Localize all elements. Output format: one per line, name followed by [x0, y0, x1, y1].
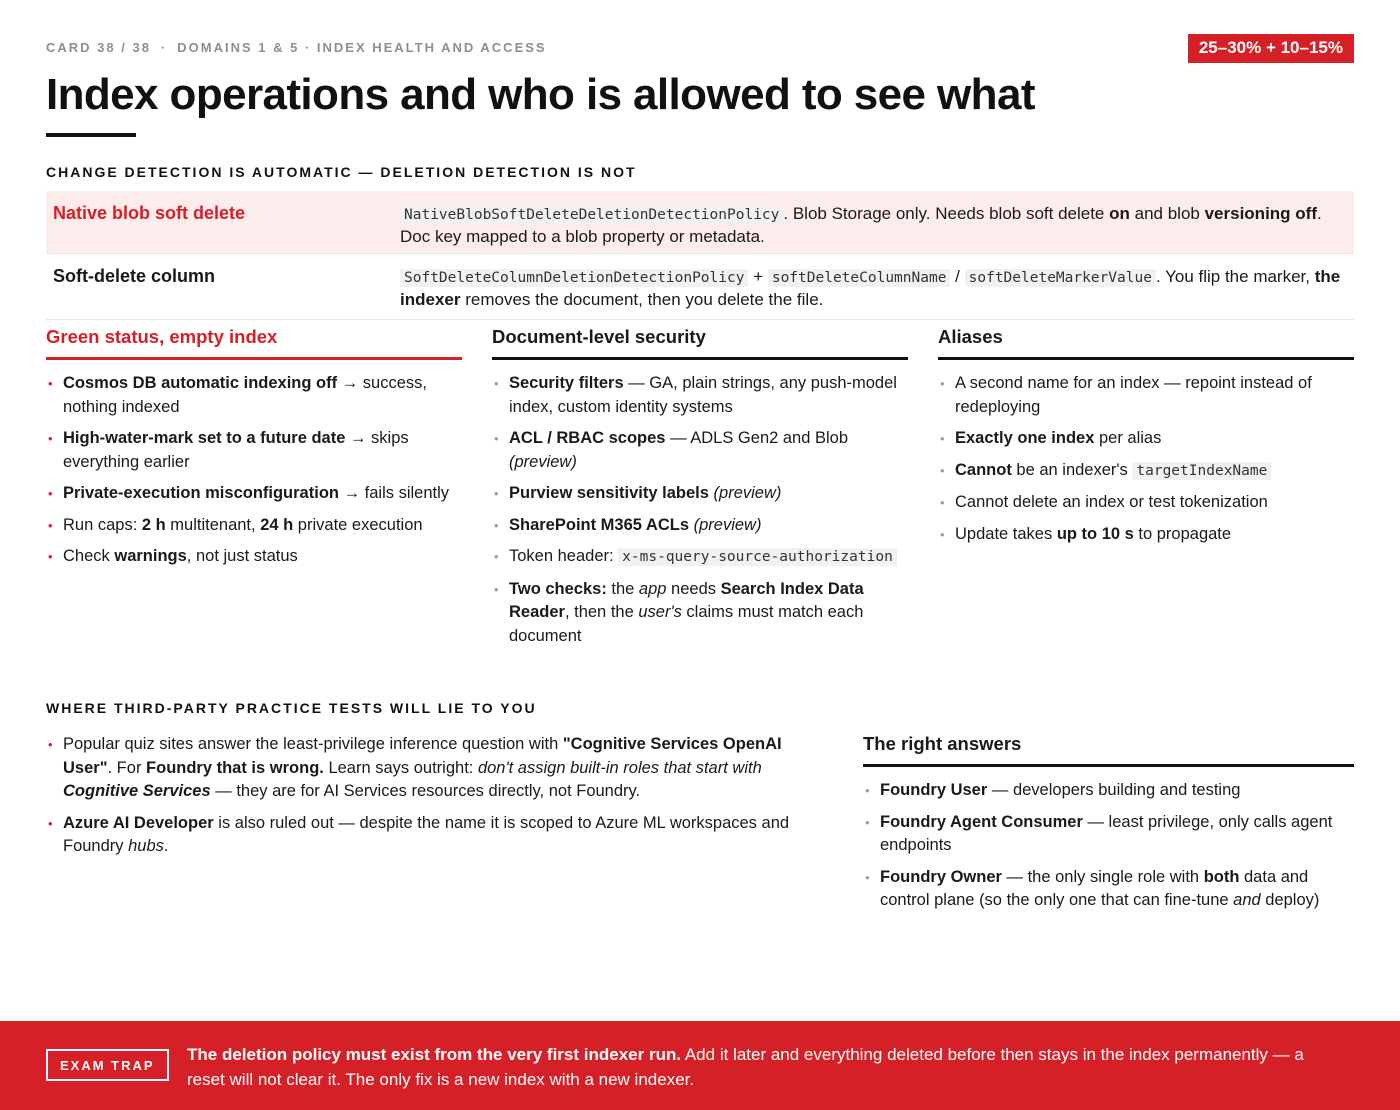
card-number: CARD 38 / 38 — [46, 40, 151, 55]
list-item — [863, 811, 1354, 858]
text: + — [748, 267, 768, 286]
bold-text: up to 10 s — [1056, 524, 1134, 543]
list-item — [46, 514, 462, 538]
text: — the only single role with — [1001, 867, 1204, 886]
aliases-list — [938, 372, 1354, 546]
italic-text: hubs — [128, 837, 164, 855]
text: → success, nothing indexed — [63, 374, 427, 416]
card-domains: DOMAINS 1 & 5 · INDEX HEALTH AND ACCESS — [177, 40, 547, 55]
text: Check — [63, 547, 115, 565]
list-item — [938, 523, 1354, 547]
policy-description — [400, 191, 1354, 253]
card-meta — [46, 40, 547, 55]
table-row — [46, 191, 1354, 254]
text: — developers building and testing — [987, 781, 1241, 799]
bold-text: Purview sensitivity labels — [509, 484, 709, 502]
text: Run caps: — [63, 515, 142, 534]
text: → skips everything earlier — [63, 429, 409, 471]
document-security-column — [492, 326, 908, 656]
list-item — [46, 812, 801, 859]
bold-text: ACL / RBAC scopes — [509, 429, 666, 447]
policy-code: NativeBlobSoftDeleteDeletionDetectionPolicy — [400, 206, 783, 224]
list-item — [492, 514, 908, 538]
aliases-column — [938, 326, 1354, 554]
page-title: Index operations and who is allowed to see what — [46, 70, 1035, 119]
list-item — [46, 482, 462, 506]
column-heading: Green status, empty index — [46, 326, 462, 360]
list-item — [46, 545, 462, 569]
list-item — [863, 779, 1354, 803]
italic-text: (preview) — [693, 515, 762, 534]
third-party-list — [46, 733, 801, 859]
bold-text: Two checks: — [509, 579, 607, 598]
italic-text: don't assign built-in roles that start with — [477, 758, 762, 777]
bold-text: High-water-mark set to a future date — [63, 429, 346, 447]
text: / — [950, 267, 965, 286]
text: and blob — [1129, 204, 1205, 223]
exam-trap-text — [187, 1042, 1344, 1092]
text: → fails silently — [338, 484, 450, 502]
bold-text: Search Index Data Reader — [509, 579, 864, 621]
text: . You flip the marker, — [1155, 267, 1315, 286]
bold-text: both — [1203, 867, 1240, 886]
list-item — [492, 545, 908, 570]
text: . Blob Storage only. Needs blob soft delete — [783, 204, 1110, 223]
text: , then the — [564, 603, 639, 621]
bold-text: versioning off — [1204, 204, 1317, 223]
bold-text: Cannot — [955, 460, 1012, 479]
text: deploy) — [1260, 891, 1320, 909]
text: be an indexer's — [1011, 460, 1133, 479]
list-item — [938, 459, 1354, 484]
text: A second name for an index — repoint instead of redeploying — [955, 374, 1312, 416]
column-name-code: softDeleteColumnName — [768, 269, 951, 287]
text: Popular quiz sites answer the least-privilege inference question with — [63, 735, 563, 753]
list-item — [46, 372, 462, 419]
token-header-code: x-ms-query-source-authorization — [618, 548, 897, 566]
green-status-list — [46, 372, 462, 569]
bold-text: Exactly one index — [955, 429, 1095, 447]
marker-value-code: softDeleteMarkerValue — [965, 269, 1156, 287]
text: per alias — [1094, 429, 1162, 447]
text: — GA, plain strings, any push-model index, custom identity systems — [509, 374, 897, 416]
column-heading: Document-level security — [492, 326, 908, 360]
bold-text: Foundry User — [880, 781, 988, 799]
text: removes the document, then you delete the file. — [460, 290, 824, 309]
third-party-section-label: WHERE THIRD-PARTY PRACTICE TESTS WILL LIE TO YOU — [46, 700, 537, 716]
list-item — [863, 866, 1354, 913]
bold-text: Foundry that is wrong. — [146, 758, 324, 777]
bold-text: "Cognitive Services OpenAI User" — [63, 735, 782, 777]
list-item — [938, 491, 1354, 515]
text: Add it later and everything deleted before then stays in the index permanently — a reset will not clear it. The only fix is a new index with a new indexer. — [187, 1045, 1304, 1089]
bold-text: The deletion policy must exist from the very first indexer run. — [187, 1045, 682, 1064]
bold-text: 24 h — [260, 515, 294, 534]
text: Update takes — [955, 524, 1057, 543]
green-status-column — [46, 326, 462, 577]
text: to propagate — [1133, 524, 1232, 543]
policy-name: Native blob soft delete — [53, 203, 246, 223]
bold-text: Security filters — [509, 374, 624, 392]
italic-text: app — [638, 579, 667, 598]
list-item — [46, 427, 462, 474]
text: , not just status — [186, 547, 298, 565]
bold-text: the indexer — [400, 267, 1341, 309]
bold-text: Foundry Owner — [880, 867, 1002, 886]
list-item — [938, 427, 1354, 451]
list-item — [492, 482, 908, 506]
italic-text: and — [1233, 891, 1261, 909]
column-heading: Aliases — [938, 326, 1354, 360]
bold-text: Private-execution misconfiguration — [63, 484, 339, 502]
table-row — [46, 254, 1354, 320]
text: Learn says outright: — [323, 758, 478, 777]
text: private execution — [293, 515, 423, 534]
text: multitenant, — [165, 515, 261, 534]
text: the — [606, 579, 639, 598]
text: — least privilege, only calls agent endpoints — [880, 812, 1333, 854]
bold-italic-text: Cognitive Services — [63, 782, 211, 800]
italic-text: (preview) — [509, 452, 577, 471]
meta-separator: · — [160, 40, 168, 55]
list-item — [492, 372, 908, 419]
right-answers-column — [863, 733, 1354, 921]
italic-text: user's — [638, 603, 682, 621]
text: Cannot delete an index or test tokenization — [955, 493, 1268, 511]
list-item — [46, 733, 801, 804]
bold-text: on — [1109, 204, 1130, 223]
right-answers-list — [863, 779, 1354, 913]
column-heading: The right answers — [863, 733, 1354, 767]
text: Token header: — [509, 547, 619, 565]
policy-name: Soft-delete column — [53, 266, 216, 286]
text: is also ruled out — despite the name it is scoped to Azure ML workspaces and Foundry — [63, 813, 790, 855]
text: — ADLS Gen2 and Blob — [665, 429, 849, 447]
bold-text: SharePoint M365 ACLs — [509, 515, 690, 534]
exam-trap-banner — [0, 1021, 1400, 1110]
deletion-detection-table — [46, 191, 1354, 320]
policy-description — [400, 254, 1354, 319]
third-party-column — [46, 733, 801, 867]
text: . Doc key mapped to a blob property or metadata. — [400, 204, 1322, 246]
list-item — [492, 427, 908, 474]
weight-badge: 25–30% + 10–15% — [1188, 34, 1354, 63]
list-item — [938, 372, 1354, 419]
text: needs — [666, 579, 721, 598]
bold-text: Cosmos DB automatic indexing off — [63, 374, 338, 392]
text: data and control plane (so the only one that can fine-tune — [880, 867, 1309, 909]
list-item — [492, 578, 908, 649]
text: — they are for AI Services resources directly, not Foundry. — [210, 782, 641, 800]
bold-text: Foundry Agent Consumer — [880, 812, 1083, 831]
text: claims must match each document — [509, 603, 864, 645]
text: . For — [107, 758, 147, 777]
exam-trap-chip: EXAM TRAP — [46, 1049, 169, 1081]
bold-text: Azure AI Developer — [63, 813, 214, 832]
bold-text: 2 h — [141, 515, 166, 534]
policy-code: SoftDeleteColumnDeletionDetectionPolicy — [400, 269, 748, 287]
text: . — [163, 837, 169, 855]
target-index-code: targetIndexName — [1132, 462, 1271, 480]
italic-text: (preview) — [713, 484, 782, 502]
detection-section-label: CHANGE DETECTION IS AUTOMATIC — DELETION DETECTION IS NOT — [46, 164, 637, 180]
bold-text: warnings — [114, 547, 187, 565]
document-security-list — [492, 372, 908, 648]
title-rule — [46, 133, 136, 137]
